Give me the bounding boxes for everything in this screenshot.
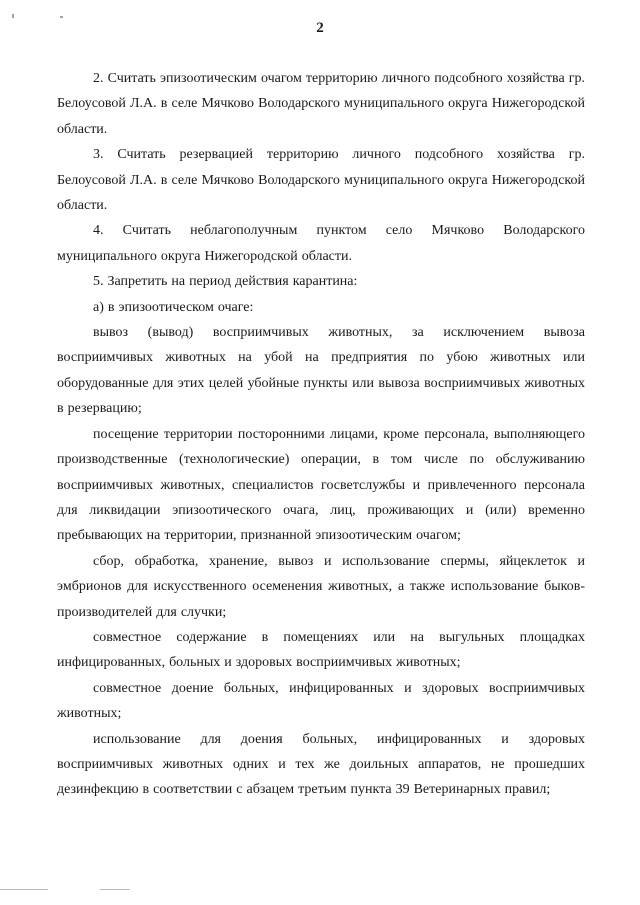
scan-artifact-top-left (12, 14, 14, 18)
prohibition-shared-milking-equipment: использование для доения больных, инфицированных и здоровых восприимчивых животных одних и тех же доильных аппаратов, не прошедших дезинфекцию в соответствии с абзацем третьим пункта 39 Ветеринарных правил; (57, 731, 585, 798)
paragraph-2-episootic-focus: 2. Считать эпизоотическим очагом территорию личного подсобного хозяйства гр. Белоусовой Л.А. в селе Мячково Володарского муниципального округа Нижегородской области. (57, 71, 585, 137)
prohibition-removal: вывоз (вывод) восприимчивых животных, за исключением вывоза восприимчивых животных на убой на предприятия по убою животных или оборудованные для этих целей убойные пункты или вывоза восприимчивых животных в резервацию; (57, 325, 585, 417)
prohibition-joint-keeping: совместное содержание в помещениях или на выгульных площадках инфицированных, больных и здоровых восприимчивых животных; (57, 629, 585, 671)
page-number: 2 (316, 20, 324, 36)
paragraph-5-prohibitions: 5. Запретить на период действия карантина: (93, 274, 358, 290)
prohibition-visiting: посещение территории посторонними лицами, кроме персонала, выполняющего производственные (технологические) операции, в том числе по обслуживанию восприимчивых животных, специалистов госветслужбы и привлеченного персонала для ликвидации эпизоотического очага, лиц, проживающих и (или) временно пребывающих на территории, признанной эпизоотическим очагом; (57, 426, 585, 544)
scan-artifact-bottom-line (0, 889, 48, 890)
scan-artifact-top-left-2 (60, 16, 63, 18)
paragraph-3-reservation: 3. Считать резервацией территорию личного подсобного хозяйства гр. Белоусовой Л.А. в селе Мячково Володарского муниципального округа Нижегородской области. (57, 147, 585, 214)
prohibition-semen: сбор, обработка, хранение, вывоз и использование спермы, яйцеклеток и эмбрионов для искусственного осеменения животных, а также использование быков-производителей для случки; (57, 553, 585, 620)
prohibition-joint-milking: совместное доение больных, инфицированных и здоровых восприимчивых животных; (57, 680, 585, 722)
document-body (57, 66, 585, 803)
scan-artifact-bottom-line-2 (100, 889, 130, 890)
paragraph-4-unfavorable-point: 4. Считать неблагополучным пунктом село Мячково Володарского муниципального округа Нижегородской области. (57, 223, 585, 264)
subitem-a-in-focus: а) в эпизоотическом очаге: (93, 299, 254, 315)
